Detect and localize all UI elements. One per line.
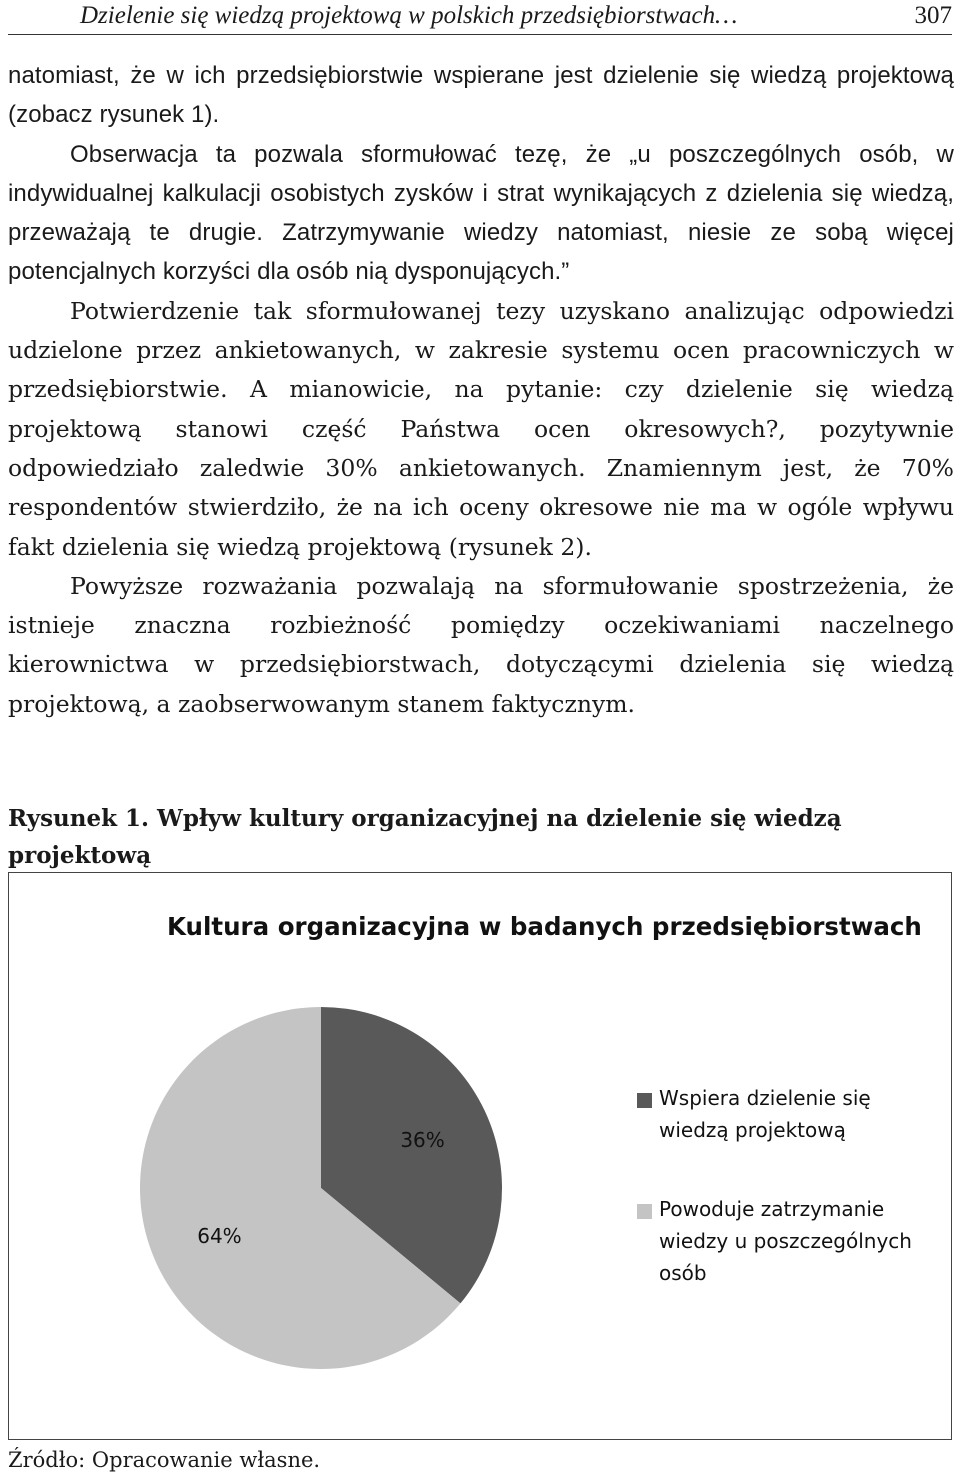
chart-legend: [637, 1086, 912, 1285]
legend-label-1: Wspiera dzielenie się wiedzą projektową: [659, 1086, 871, 1142]
paragraph-3: Potwierdzenie tak sformułowanej tezy uzyskano analizując odpowiedzi udzielone przez ankietowanych, w zakresie systemu ocen pracowniczych w przedsiębiorstwie. A mianowicie, na pytanie: czy dzielenie się wiedzą projektową stanowi część Państwa ocen okresowych?, pozytywnie odpowiedziało zaledwie 30% ankietowanych. Znamiennym jest, że 70% respondentów stwierdziło, że na ich oceny okresowe nie ma w ogóle wpływu fakt dzielenia się wiedzą projektową (rysunek 2).: [8, 296, 954, 561]
body-text: [8, 56, 954, 724]
chart-frame: [8, 872, 952, 1440]
data-label-2: 64%: [197, 1223, 242, 1248]
running-header: [8, 0, 952, 35]
figure-caption: Rysunek 1. Wpływ kultury organizacyjnej na dzielenie się wiedzą projektową: [8, 805, 842, 869]
legend-swatch-1: [637, 1093, 652, 1108]
page-number: 307: [914, 2, 952, 29]
running-title: Dzielenie się wiedzą projektową w polskich przedsiębiorstwach…: [80, 2, 738, 29]
legend-swatch-2: [637, 1204, 652, 1219]
paragraph-1: natomiast, że w ich przedsiębiorstwie wspierane jest dzielenie się wiedzą projektową (zobacz rysunek 1).: [8, 62, 954, 129]
source-note: Źródło: Opracowanie własne.: [8, 1448, 321, 1472]
legend-label-2: Powoduje zatrzymanie wiedzy u poszczególnych osób: [659, 1197, 912, 1285]
pie-slices: [140, 1007, 502, 1369]
chart-title: Kultura organizacyjna w badanych przedsiębiorstwach: [167, 912, 922, 941]
data-label-1: 36%: [400, 1128, 445, 1153]
paragraph-2: Obserwacja ta pozwala sformułować tezę, że „u poszczególnych osób, w indywidualnej kalkulacji osobistych zysków i strat wynikających z dzielenia się wiedzą, przeważają te drugie. Zatrzymywanie wiedzy natomiast, niesie ze sobą więcej potencjalnych korzyści dla osób nią dysponujących.”: [8, 140, 954, 286]
pie-chart: [9, 873, 950, 1438]
paragraph-4: Powyższe rozważania pozwalają na sformułowanie spostrzeżenia, że istnieje znaczna rozbieżność pomiędzy oczekiwaniami naczelnego kierownictwa w przedsiębiorstwach, dotyczącymi dzielenia się wiedzą projektową, a zaobserwowanym stanem faktycznym.: [8, 571, 954, 718]
